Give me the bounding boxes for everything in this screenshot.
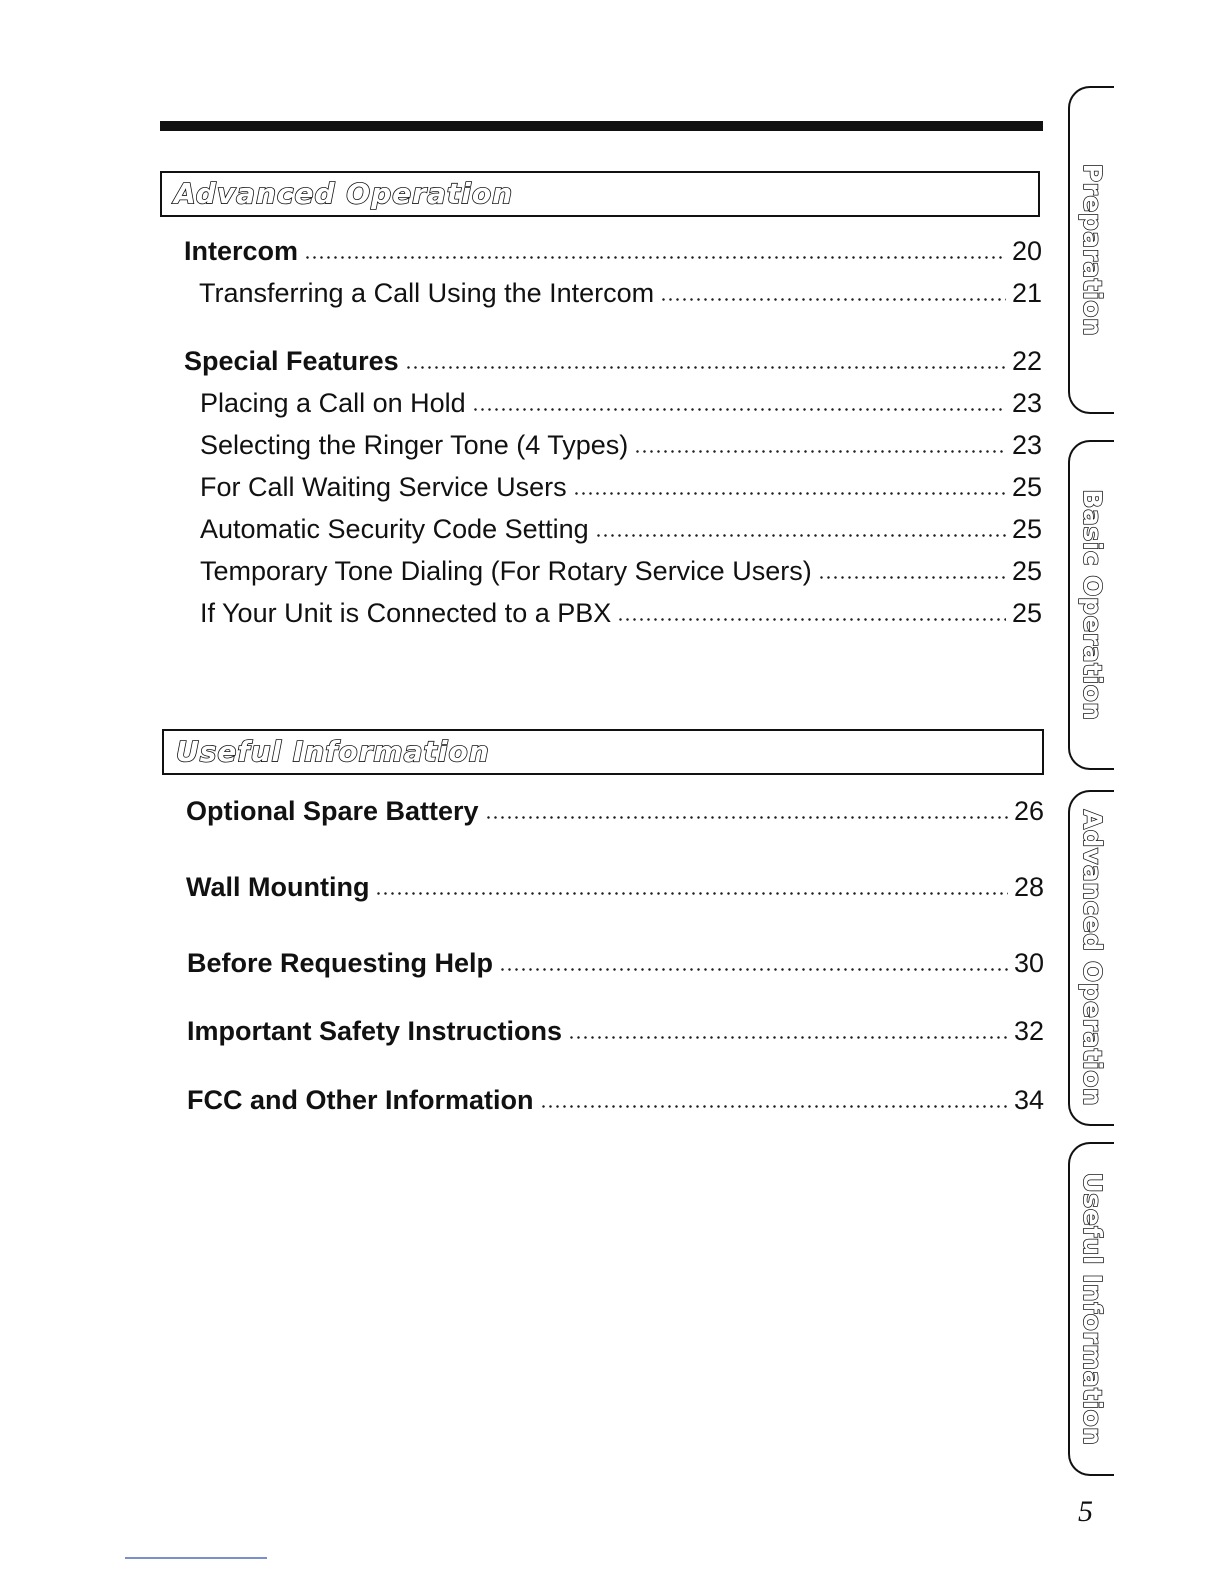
dot-leader: [485, 796, 1008, 820]
toc-entry-transferring-call[interactable]: [199, 276, 1042, 310]
dot-leader: [660, 278, 1006, 302]
toc-entry-page: 23: [1011, 430, 1042, 460]
section-header-advanced-operation: [160, 171, 1040, 217]
dot-leader: [472, 388, 1006, 412]
section-header-useful-information: [162, 729, 1044, 775]
side-tab-preparation[interactable]: [1068, 86, 1114, 414]
dot-leader: [405, 346, 1006, 370]
toc-entry-fcc-information[interactable]: [187, 1083, 1044, 1117]
dot-leader: [595, 514, 1006, 538]
toc-entry-page: 20: [1011, 236, 1042, 266]
dot-leader: [540, 1085, 1008, 1109]
toc-entry-security-code[interactable]: [200, 512, 1042, 546]
side-tab-label: Useful Information: [1078, 1172, 1107, 1446]
toc-entry-requesting-help[interactable]: [187, 946, 1044, 980]
bottom-rule: [125, 1557, 267, 1559]
side-tab-advanced-operation[interactable]: [1068, 790, 1114, 1126]
side-tab-basic-operation[interactable]: [1068, 440, 1114, 770]
page-number: 5: [1078, 1495, 1093, 1528]
toc-entry-label: If Your Unit is Connected to a PBX: [200, 598, 612, 628]
toc-entry-page: 28: [1013, 872, 1044, 902]
section-title: Useful Information: [176, 735, 490, 768]
toc-entry-label: For Call Waiting Service Users: [200, 472, 567, 502]
toc-entry-page: 30: [1013, 948, 1044, 978]
toc-entry-label: Important Safety Instructions: [187, 1016, 563, 1046]
toc-entry-label: Transferring a Call Using the Intercom: [199, 278, 655, 308]
toc-entry-label: FCC and Other Information: [187, 1085, 534, 1115]
side-tab-label: Basic Operation: [1078, 489, 1107, 721]
toc-entry-page: 25: [1011, 598, 1042, 628]
toc-entry-page: 25: [1011, 514, 1042, 544]
toc-entry-ringer-tone[interactable]: [200, 428, 1042, 462]
toc-entry-page: 32: [1013, 1016, 1044, 1046]
toc-entry-intercom[interactable]: [184, 234, 1042, 268]
dot-leader: [818, 556, 1006, 580]
toc-entry-label: Optional Spare Battery: [186, 796, 479, 826]
side-tab-label: Advanced Operation: [1078, 809, 1107, 1107]
toc-entry-page: 22: [1011, 346, 1042, 376]
toc-entry-label: Placing a Call on Hold: [200, 388, 466, 418]
toc-entry-spare-battery[interactable]: [186, 794, 1044, 828]
toc-entry-label: Intercom: [184, 236, 299, 266]
toc-entry-label: Temporary Tone Dialing (For Rotary Service Users): [200, 556, 812, 586]
toc-entry-page: 26: [1013, 796, 1044, 826]
dot-leader: [617, 598, 1006, 622]
toc-entry-page: 21: [1011, 278, 1042, 308]
toc-entry-page: 34: [1013, 1085, 1044, 1115]
toc-entry-page: 23: [1011, 388, 1042, 418]
top-rule: [160, 121, 1043, 131]
toc-entry-page: 25: [1011, 472, 1042, 502]
toc-entry-label: Wall Mounting: [186, 872, 370, 902]
side-tab-label: Preparation: [1078, 163, 1107, 337]
dot-leader: [499, 948, 1008, 972]
toc-entry-label: Before Requesting Help: [187, 948, 494, 978]
dot-leader: [573, 472, 1006, 496]
dot-leader: [375, 872, 1008, 896]
toc-entry-safety-instructions[interactable]: [187, 1014, 1044, 1048]
toc-entry-label: Special Features: [184, 346, 399, 376]
toc-entry-pbx[interactable]: [200, 596, 1042, 630]
toc-entry-label: Automatic Security Code Setting: [200, 514, 589, 544]
dot-leader: [304, 236, 1006, 260]
dot-leader: [634, 430, 1006, 454]
side-tab-useful-information[interactable]: [1068, 1142, 1114, 1476]
toc-entry-page: 25: [1011, 556, 1042, 586]
toc-entry-temporary-tone-dialing[interactable]: [200, 554, 1042, 588]
toc-entry-special-features[interactable]: [184, 344, 1042, 378]
dot-leader: [568, 1016, 1008, 1040]
toc-entry-placing-call-on-hold[interactable]: [200, 386, 1042, 420]
toc-entry-label: Selecting the Ringer Tone (4 Types): [200, 430, 629, 460]
section-title: Advanced Operation: [174, 177, 514, 210]
toc-entry-call-waiting[interactable]: [200, 470, 1042, 504]
toc-entry-wall-mounting[interactable]: [186, 870, 1044, 904]
